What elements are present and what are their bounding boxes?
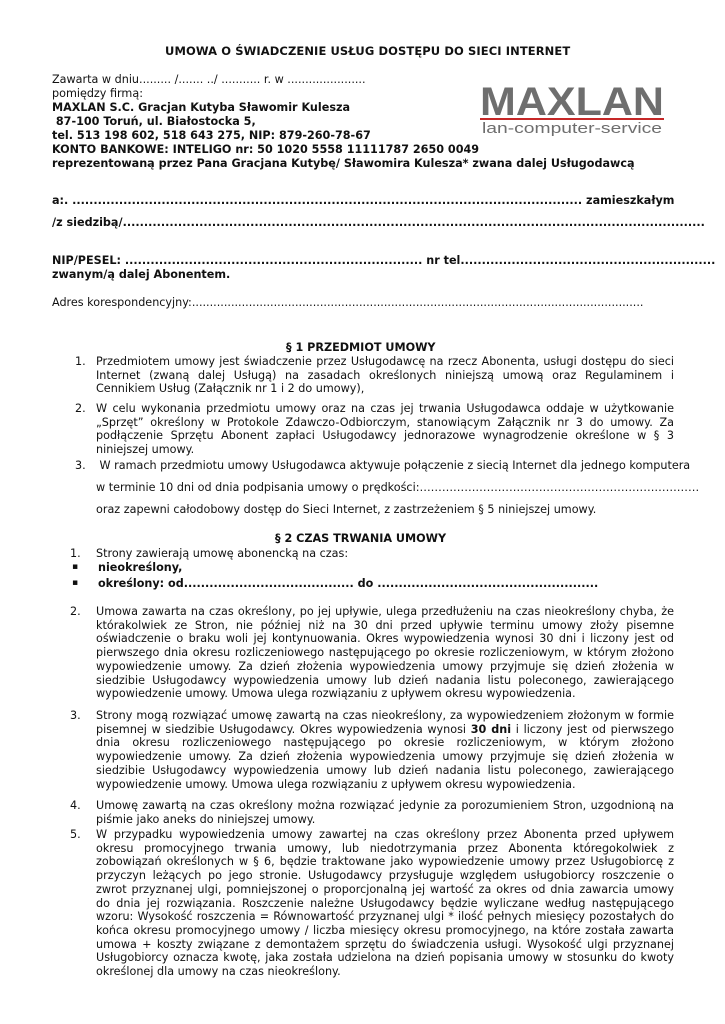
s2-item-2-number: 2.	[70, 605, 81, 618]
s2-item-3-number: 3.	[70, 709, 81, 722]
company-name: MAXLAN S.C. Gracjan Kutyba Sławomir Kulesza	[52, 101, 351, 114]
s2-item-5-text: W przypadku wypowiedzenia umowy zawartej na czas określony przez Abonenta przed upływem okresu promocyjnego trwania umowy, lub niedotrzymania przez Abonenta któregokolwiek z zobowiązań określonych w § 6, będzie traktowane jako wypowiedzenie umowy przez Usługobiorcę z przyczyn leżących po jego stronie. Usługodawcy przysługuje względem usługobiorcy roszczenie o zwrot przyznanej ulgi, pomniejszonej o proporcjonalną jej wartość za okres od dnia zawarcia umowy do dnia jej rozwiązania. Roszczenie należne Usługodawcy będzie wyliczane według następującego wzoru: Wysokość roszczenia = Równowartość przyznanej ulgi * ilość pełnych miesięcy pozostałych do końca okresu promocyjnego umowy / liczba miesięcy okresu promocyjnego, na które została zawarta umowa + koszty związane z demontażem sprzętu do świadczenia usługi. Wysokość ulgi przyznanej Usługobiorcy oznacza kwotę, jaka została udzielona na dzień popisania umowy w stosunku do kwoty określonej dla umowy na czas nieokreślony.	[96, 828, 674, 979]
section-2-title: § 2 CZAS TRWANIA UMOWY	[275, 532, 447, 545]
logo-subtitle: lan-computer-service	[482, 120, 662, 137]
maxlan-logo	[478, 79, 666, 137]
s2-item-5-number: 5.	[70, 828, 81, 841]
s2-item-1-text: Strony zawierają umowę abonencką na czas:	[96, 547, 349, 560]
s1-item-2-number: 2.	[75, 402, 86, 415]
company-address: 87-100 Toruń, ul. Białostocka 5,	[52, 115, 256, 128]
s1-item-3-end: oraz zapewni całodobowy dostęp do Sieci Internet, z zastrzeżeniem § 5 niniejszej umowy.	[96, 503, 597, 516]
s1-item-2-text: W celu wykonania przedmiotu umowy oraz na czas jej trwania Usługodawca oddaje w użytkowanie „Sprzęt” określony w Protokole Zdawczo-Odbiorczym, stanowiącym Załącznik nr 3 do umowy. Za podłączenie Sprzętu Abonent zapłaci Usługodawcy jednorazowe wynagrodzenie określone w § 3 niniejszej umowy.	[96, 402, 674, 457]
contract-date-line: Zawarta w dniu......... /....... ../ ........... r. w ......................	[52, 73, 366, 86]
s2-item-3-post: i liczony jest od pierwszego dnia okresu rozliczeniowego następującego po okresie rozliczeniowym, w którym złożono wypowiedzenie umowy. Za dzień złożenia wypowiedzenia umowy przyjmuje się dzień złożenia w siedzibie Usługodawcy wypowiedzenia umowy lub dzień nadania listu poleconego, zawierającego wypowiedzenie umowy. Umowa ulega rozwiązaniu z upływem okresu wypowiedzenia.	[96, 722, 674, 791]
between-company-line: pomiędzy firmą:	[52, 87, 143, 100]
client-name-field[interactable]: a:. ........................................................................................................................ zamieszkałym	[52, 194, 675, 207]
s2-bullet-2-mark: ▪	[72, 578, 79, 588]
client-designation: zwanym/ą dalej Abonentem.	[52, 268, 231, 281]
logo-wordmark: MAXLAN	[480, 80, 664, 124]
s2-item-3-text	[96, 709, 674, 791]
s1-item-3-text: W ramach przedmiotu umowy Usługodawca aktywuje połączenie z siecią Internet dla jednego komputera	[96, 459, 691, 472]
s2-item-3-pre: Strony mogą rozwiązać umowę zawartą na czas nieokreślony, za wypowiedzeniem złożonym w formie pisemnej w siedzibie Usługodawcy. Okres wypowiedzenia wynosi	[96, 709, 674, 736]
client-nip-phone-field[interactable]: NIP/PESEL: ...................................................................... nr tel............................................................	[52, 254, 716, 267]
s1-item-1-number: 1.	[75, 355, 86, 368]
company-phone-nip: tel. 513 198 602, 518 643 275, NIP: 879-260-78-67	[52, 129, 371, 142]
term-indefinite-option[interactable]: nieokreślony,	[98, 561, 183, 574]
s2-item-4-text: Umowę zawartą na czas określony można rozwiązać jedynie za porozumieniem Stron, uzgodnioną na piśmie jako aneks do niniejszej umowy.	[96, 799, 674, 826]
representation-line: reprezentowaną przez Pana Gracjana Kutybę/ Sławomira Kulesza* zwana dalej Usługodawcą	[52, 157, 635, 170]
document-title: UMOWA O ŚWIADCZENIE USŁUG DOSTĘPU DO SIECI INTERNET	[165, 44, 571, 58]
s2-bullet-1-mark: ▪	[72, 562, 79, 572]
term-fixed-option[interactable]: określony: od........................................ do ....................................................	[98, 577, 599, 590]
s1-item-3-number: 3.	[75, 459, 86, 472]
bank-account: KONTO BANKOWE: INTELIGO nr: 50 1020 5558 11111787 2650 0049	[52, 143, 480, 156]
client-seat-field[interactable]: /z siedzibą/.........................................................................................................................................	[52, 216, 705, 229]
s2-item-1-number: 1.	[70, 547, 81, 560]
section-1-title: § 1 PRZEDMIOT UMOWY	[286, 341, 436, 354]
s1-item-3-speed: w terminie 10 dni od dnia podpisania umowy o prędkości:…………………………………………………………………	[96, 481, 700, 494]
s1-item-1-text: Przedmiotem umowy jest świadczenie przez Usługodawcę na rzecz Abonenta, usługi dostępu do sieci Internet (zwaną dalej Usługą) na zasadach określonych niniejszą umową oraz Regulaminem i Cennikiem Usług (Załącznik nr 1 i 2 do umowy),	[96, 355, 674, 396]
notice-period-days: 30 dni	[470, 722, 512, 736]
s2-item-4-number: 4.	[70, 799, 81, 812]
correspondence-address-field[interactable]: Adres korespondencyjny:...............................................................................................................................	[52, 296, 644, 309]
s2-item-2-text: Umowa zawarta na czas określony, po jej upływie, ulega przedłużeniu na czas nieokreślony chyba, że którakolwiek ze Stron, nie później niż na 30 dni przed upływie terminu umowy złoży pisemne oświadczenie o braku woli jej kontynuowania. Okres wypowiedzenia wynosi 30 dni i liczony jest od pierwszego dnia okresu rozliczeniowego następującego po okresie rozliczeniowym, w którym złożono wypowiedzenie umowy. Za dzień złożenia wypowiedzenia umowy przyjmuje się dzień złożenia w siedzibie Usługodawcy wypowiedzenia umowy lub dzień nadania listu poleconego, zawierającego wypowiedzenie umowy. Umowa ulega rozwiązaniu z upływem okresu wypowiedzenia.	[96, 605, 674, 701]
